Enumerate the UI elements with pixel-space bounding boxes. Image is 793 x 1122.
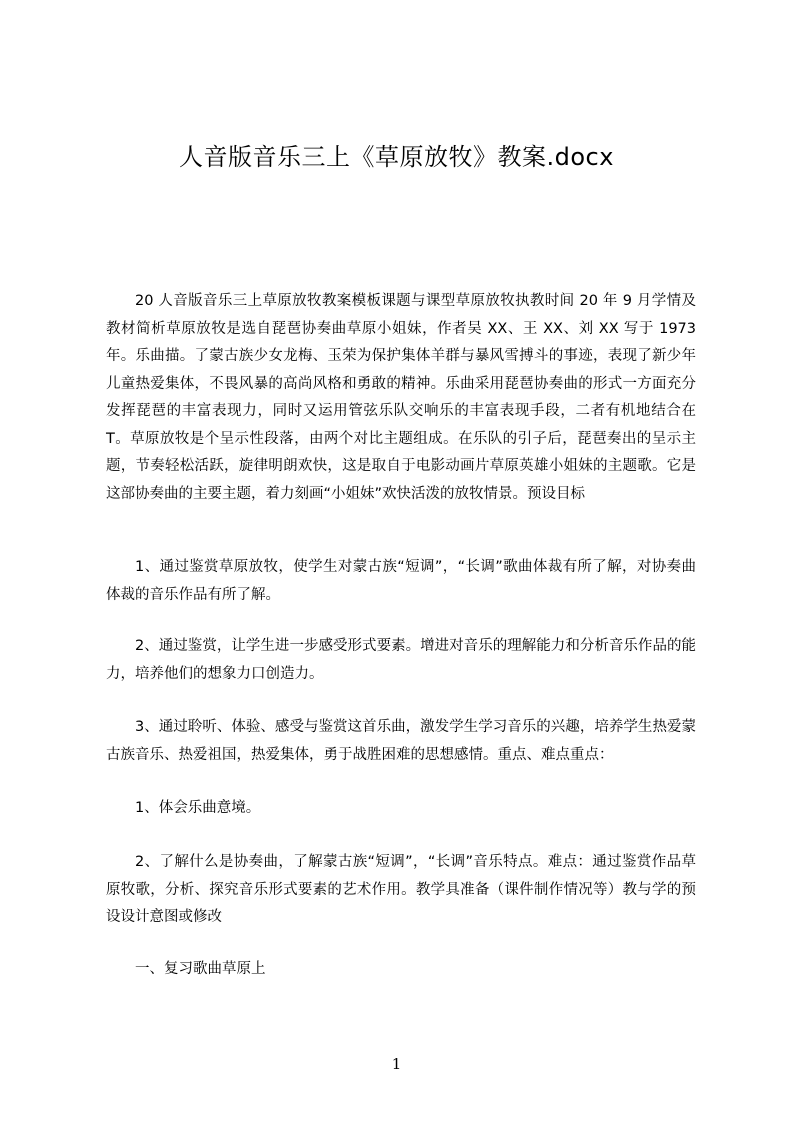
paragraph-key-point-1: 1、体会乐曲意境。 [135,800,261,816]
page-number: 1 [391,1055,402,1073]
paragraph-intro: 20 人音版音乐三上草原放牧教案模板课题与课型草原放牧执教时间 20 年 9 月学情及教材简析草原放牧是选自琵琶协奏曲草原小姐妹，作者吴 XX、王 XX、刘 XX 写于 1973 年。乐曲描。了蒙古族少女龙梅、玉荣为保护集体羊群与暴风雪搏斗的事迹，表现了新少年儿童热爱集体，不畏风暴的高尚风格和勇敢的精神。乐曲采用琵琶协奏曲的形式一方面充分发挥琵琶的丰富表现力，同时又运用管弦乐队交响乐的丰富表现手段，二者有机地结合在 T。草原放牧是个呈示性段落，由两个对比主题组成。在乐队的引子后，琵琶奏出的呈示主题，节奏轻松活跃，旋律明朗欢快，这是取自于电影动画片草原英雄小姐妹的主题歌。它是这部协奏曲的主要主题，着力刻画“小姐妹”欢快活泼的放牧情景。预设目标 [106,293,696,502]
paragraph-section-heading: 一、复习歌曲草原上 [135,961,266,977]
document-title: 人音版音乐三上《草原放牧》教案.docx [179,143,614,171]
paragraph-goal-3: 3、通过聆听、体验、感受与鉴赏这首乐曲，激发学生学习音乐的兴趣，培养学生热爱蒙古族音乐、热爱祖国，热爱集体，勇于战胜困难的思想感情。重点、难点重点： [106,719,696,763]
paragraph-goal-2: 2、通过鉴赏，让学生进一步感受形式要素。增进对音乐的理解能力和分析音乐作品的能力，培养他们的想象力口创造力。 [106,638,696,682]
paragraph-goal-1: 1、通过鉴赏草原放牧，使学生对蒙古族“短调”，“长调”歌曲体裁有所了解，对协奏曲体裁的音乐作品有所了解。 [106,559,696,603]
paragraph-key-point-2: 2、了解什么是协奏曲，了解蒙古族“短调”，“长调”音乐特点。难点：通过鉴赏作品草原牧歌，分析、探究音乐形式要素的艺术作用。教学具准备（课件制作情况等）教与学的预设设计意图或修改 [106,854,696,925]
